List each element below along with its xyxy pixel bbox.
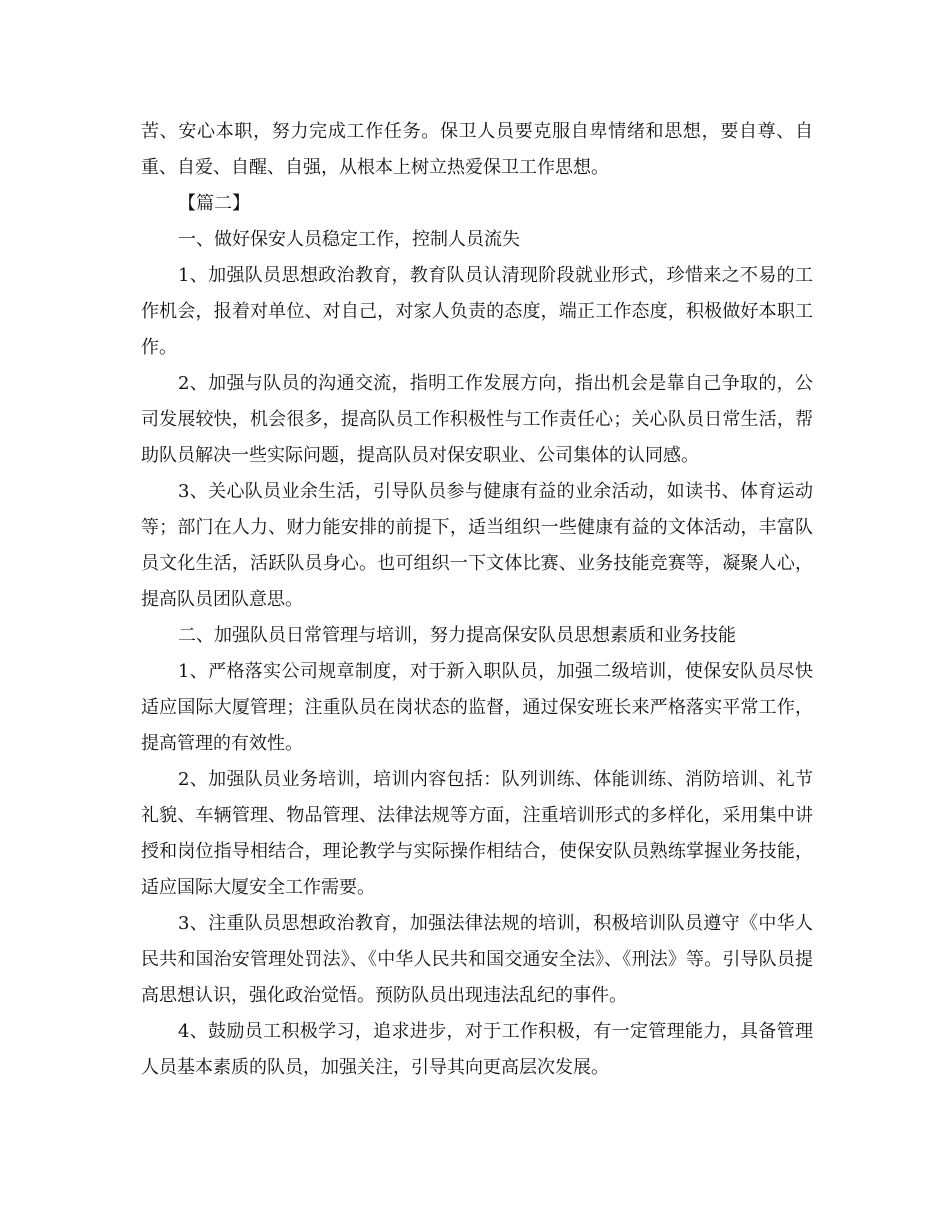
paragraph-1-3: 3、关心队员业余生活，引导队员参与健康有益的业余活动，如读书、体育运动等；部门在人力、财力能安排的前提下，适当组织一些健康有益的文体活动，丰富队员文化生活，活跃队员身心。也可组织一下文体比赛、业务技能竞赛等，凝聚人心，提高队员团队意思。 [141,481,813,610]
paragraph-1-1: 1、加强队员思想政治教育，教育队员认清现阶段就业形式，珍惜来之不易的工作机会，报着对单位、对自己，对家人负责的态度，端正工作态度，积极做好本职工作。 [141,265,813,358]
paragraph-continuation: 苦、安心本职，努力完成工作任务。保卫人员要克服自卑情绪和思想，要自尊、自重、自爱、自醒、自强，从根本上树立热爱保卫工作思想。 [141,121,813,178]
section-heading-2: 二、加强队员日常管理与培训，努力提高保安队员思想素质和业务技能 [178,625,736,646]
paragraph-2-4: 4、鼓励员工积极学习，追求进步，对于工作积极，有一定管理能力，具备管理人员基本素质的队员，加强关注，引导其向更高层次发展。 [141,1021,813,1078]
paragraph-2-3: 3、注重队员思想政治教育，加强法律法规的培训，积极培训队员遵守《中华人民共和国治安管理处罚法》、《中华人民共和国交通安全法》、《刑法》等。引导队员提高思想认识，强化政治觉悟。预防队员出现违法乱纪的事件。 [141,913,813,1006]
paragraph-1-2: 2、加强与队员的沟通交流，指明工作发展方向，指出机会是靠自己争取的，公司发展较快，机会很多，提高队员工作积极性与工作责任心；关心队员日常生活，帮助队员解决一些实际问题，提高队员对保安职业、公司集体的认同感。 [141,373,813,466]
section-marker: 【篇二】 [178,193,250,214]
section-heading-1: 一、做好保安人员稳定工作，控制人员流失 [178,229,520,250]
paragraph-2-1: 1、严格落实公司规章制度，对于新入职队员，加强二级培训，使保安队员尽快适应国际大厦管理；注重队员在岗状态的监督，通过保安班长来严格落实平常工作，提高管理的有效性。 [141,661,813,754]
document-body [141,114,813,1086]
paragraph-2-2: 2、加强队员业务培训，培训内容包括：队列训练、体能训练、消防培训、礼节礼貌、车辆管理、物品管理、法律法规等方面，注重培训形式的多样化，采用集中讲授和岗位指导相结合，理论教学与实际操作相结合，使保安队员熟练掌握业务技能，适应国际大厦安全工作需要。 [141,769,813,898]
